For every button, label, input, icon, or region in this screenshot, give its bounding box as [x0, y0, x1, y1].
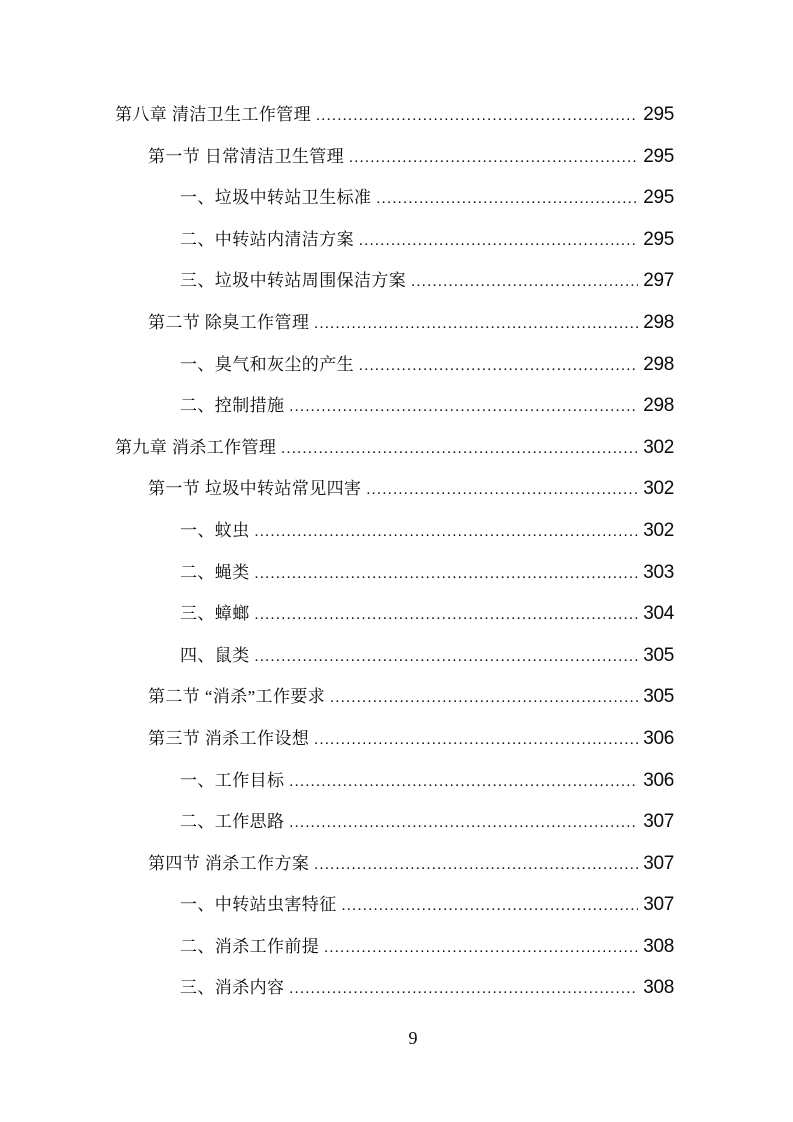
toc-entry[interactable]: [115, 718, 674, 760]
toc-entry-page-number: 298: [643, 353, 674, 375]
dot-leader: [316, 95, 638, 138]
toc-entry[interactable]: [115, 468, 674, 510]
toc-entry-title: 第二节 除臭工作管理: [148, 312, 310, 332]
dot-leader: [289, 802, 638, 845]
toc-entry-page-number: 308: [643, 977, 674, 999]
toc-entry-page-number: 304: [643, 603, 674, 625]
toc-entry[interactable]: [115, 385, 674, 427]
dot-leader: [255, 594, 639, 637]
toc-entry[interactable]: [115, 967, 674, 1009]
toc-entry[interactable]: [115, 260, 674, 302]
dot-leader: [289, 386, 638, 429]
toc-entry-title: 第四节 消杀工作方案: [148, 853, 310, 873]
toc-entry-title: 一、蚊虫: [180, 520, 250, 540]
dot-leader: [314, 303, 638, 346]
toc-entry-title: 一、臭气和灰尘的产生: [180, 354, 354, 374]
toc-entry-title: 第二节 “消杀”工作要求: [148, 687, 326, 707]
toc-entry[interactable]: [115, 884, 674, 926]
toc-entry-page-number: 302: [643, 519, 674, 541]
toc-entry-title: 一、工作目标: [180, 770, 285, 790]
dot-leader: [376, 178, 638, 221]
page-footer: [0, 1028, 793, 1049]
dot-leader: [330, 677, 638, 720]
toc-entry[interactable]: [115, 344, 674, 386]
toc-entry-page-number: 306: [643, 727, 674, 749]
toc-entry-page-number: 295: [643, 228, 674, 250]
toc-entry-title: 二、控制措施: [180, 396, 285, 416]
dot-leader: [411, 261, 638, 304]
toc-entry[interactable]: [115, 926, 674, 968]
dot-leader: [314, 844, 638, 887]
toc-entry[interactable]: [115, 510, 674, 552]
toc-entry-title: 三、消杀内容: [180, 978, 285, 998]
table-of-contents: [115, 94, 674, 1009]
toc-entry[interactable]: [115, 843, 674, 885]
toc-entry-page-number: 303: [643, 561, 674, 583]
toc-entry-title: 一、中转站虫害特征: [180, 895, 337, 915]
toc-entry-page-number: 307: [643, 894, 674, 916]
toc-entry-page-number: 295: [643, 145, 674, 167]
toc-entry-title: 第三节 消杀工作设想: [148, 728, 310, 748]
dot-leader: [255, 636, 639, 679]
toc-entry[interactable]: [115, 593, 674, 635]
toc-entry-title: 四、鼠类: [180, 645, 250, 665]
toc-entry[interactable]: [115, 302, 674, 344]
dot-leader: [314, 719, 638, 762]
toc-entry[interactable]: [115, 94, 674, 136]
dot-leader: [366, 469, 638, 512]
toc-entry-page-number: 297: [643, 270, 674, 292]
toc-entry-page-number: 302: [643, 436, 674, 458]
dot-leader: [359, 220, 638, 263]
toc-entry-title: 一、垃圾中转站卫生标准: [180, 188, 372, 208]
toc-entry-page-number: 295: [643, 187, 674, 209]
dot-leader: [255, 511, 639, 554]
toc-entry-page-number: 306: [643, 769, 674, 791]
toc-entry[interactable]: [115, 136, 674, 178]
dot-leader: [324, 927, 638, 970]
toc-entry-title: 二、蝇类: [180, 562, 250, 582]
dot-leader: [289, 761, 638, 804]
dot-leader: [359, 345, 638, 388]
toc-entry[interactable]: [115, 760, 674, 802]
dot-leader: [342, 885, 639, 928]
toc-entry-page-number: 305: [643, 644, 674, 666]
toc-entry-title: 二、中转站内清洁方案: [180, 229, 354, 249]
toc-entry-page-number: 302: [643, 478, 674, 500]
toc-entry-page-number: 298: [643, 311, 674, 333]
toc-entry-page-number: 308: [643, 935, 674, 957]
toc-entry[interactable]: [115, 801, 674, 843]
toc-entry[interactable]: [115, 177, 674, 219]
toc-entry[interactable]: [115, 427, 674, 469]
toc-entry[interactable]: [115, 635, 674, 677]
toc-entry-title: 二、工作思路: [180, 812, 285, 832]
dot-leader: [281, 428, 638, 471]
toc-entry-title: 三、蟑螂: [180, 604, 250, 624]
toc-entry-page-number: 307: [643, 852, 674, 874]
toc-entry-title: 三、垃圾中转站周围保洁方案: [180, 271, 407, 291]
toc-entry-title: 第八章 清洁卫生工作管理: [115, 105, 312, 124]
dot-leader: [349, 137, 638, 180]
toc-entry-page-number: 305: [643, 686, 674, 708]
toc-entry-page-number: 295: [643, 104, 674, 125]
toc-entry[interactable]: [115, 676, 674, 718]
page-number: 9: [408, 1028, 418, 1048]
dot-leader: [255, 553, 639, 596]
dot-leader: [289, 968, 638, 1011]
toc-entry-title: 二、消杀工作前提: [180, 936, 320, 956]
toc-entry-page-number: 298: [643, 395, 674, 417]
toc-entry-title: 第九章 消杀工作管理: [115, 437, 277, 457]
toc-entry[interactable]: [115, 552, 674, 594]
toc-entry-page-number: 307: [643, 811, 674, 833]
toc-entry-title: 第一节 垃圾中转站常见四害: [148, 479, 362, 499]
toc-entry-title: 第一节 日常清洁卫生管理: [148, 146, 345, 166]
toc-entry[interactable]: [115, 219, 674, 261]
